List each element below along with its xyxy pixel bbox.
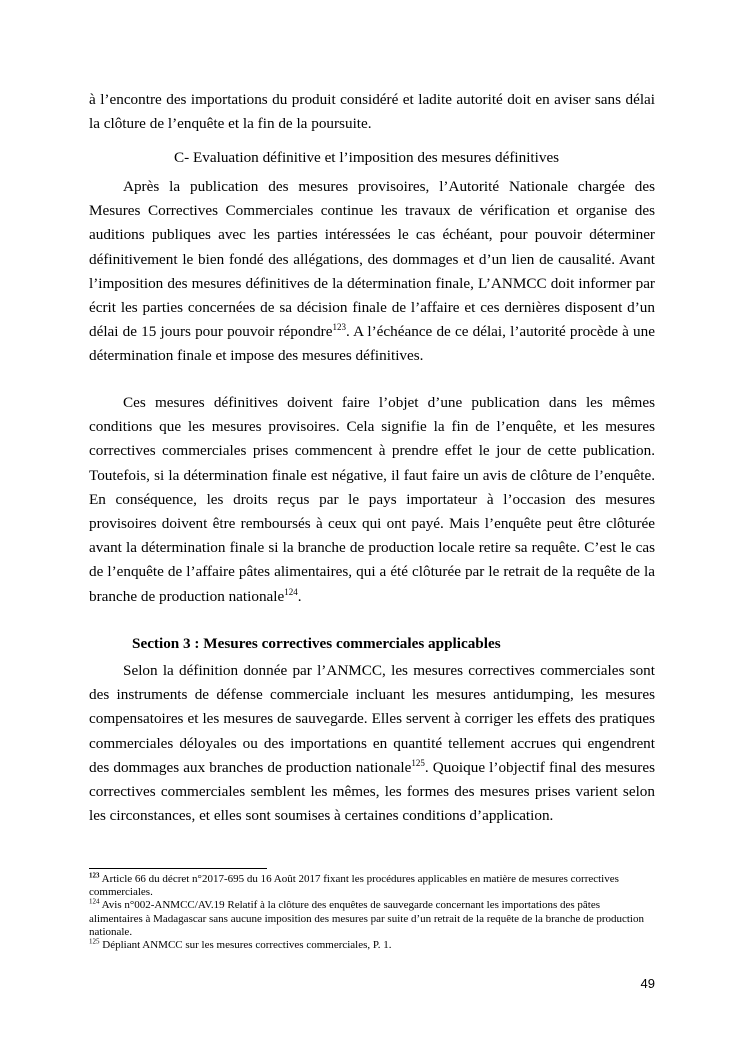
paragraph-text [89, 659, 655, 828]
footnote-text: Article 66 du décret n°2017-695 du 16 Août 2017 fixant les procédures applicables en matière de mesures correctives commerciales. [89, 873, 619, 899]
footnote-125 [89, 939, 655, 952]
footnote-text: Dépliant ANMCC sur les mesures correctives commerciales, P. 1. [99, 939, 392, 952]
footnote-number: 124 [89, 897, 100, 906]
footnote-123 [89, 873, 655, 899]
subsection-heading-text: C- Evaluation définitive et l’imposition des mesures définitives [174, 149, 560, 166]
paragraph-text-part1: Selon la définition donnée par l’ANMCC, les mesures correctives commerciales sont des instruments de défense commerciale incluant les mesures antidumping, les mesures compensatoires et les mesures de sauvegarde. Elles servent à corriger les effets des pratiques commerciales déloyales ou des importations en quantité tellement accrues qui engendrent des dommages aux branches de production nationale [89, 662, 655, 776]
footnote-separator [89, 868, 267, 869]
footnote-number: 123 [89, 871, 100, 880]
paragraph-text-part1: Après la publication des mesures provisoires, l’Autorité Nationale chargée des Mesures Correctives Commerciales continue les travaux de vérification et organise des auditions publiques avec les parties intéressées le cas échéant, pour pouvoir déterminer définitivement le bien fondé des allégations, des dommages et d’un lien de causalité. Avant l’imposition des mesures définitives de la détermination finale, L’ANMCC doit informer par écrit les parties concernées de sa décision finale de l’affaire et ces dernières disposent d’un délai de 15 jours pour pouvoir répondre [89, 178, 655, 341]
paragraph-text-part2: . [297, 587, 302, 605]
footnote-ref-124: 124 [284, 586, 298, 597]
paragraph-text-part2: . A l’échéance de ce délai, l’autorité procède à une détermination finale et impose des mesures définitives. [89, 323, 655, 365]
footnote-ref-125: 125 [411, 757, 425, 768]
section-3-heading [89, 632, 655, 656]
section-heading-text: Section 3 : Mesures correctives commerciales applicables [132, 635, 501, 652]
paragraph-text: à l’encontre des importations du produit considéré et ladite autorité doit en aviser sans délai la clôture de l’enquête et la fin de la poursuite. [89, 91, 655, 133]
subsection-heading-c [89, 146, 655, 170]
paragraph-text [89, 391, 655, 609]
paragraph-text-part1: Ces mesures définitives doivent faire l’objet d’une publication dans les mêmes conditions que les mesures provisoires. Cela signifie la fin de l’enquête, et les mesures correctives commerciales prises commencent à prendre effet le jour de cette publication. Toutefois, si la détermination finale est négative, il faut faire un avis de clôture de l’enquête. En conséquence, les droits reçus par le pays importateur à l’occasion des mesures provisoires doivent être remboursés à ceux qui ont payé. Mais l’enquête peut être clôturée avant la détermination finale si la branche de production locale retire sa requête. C’est le cas de l’enquête de l’affaire pâtes alimentaires, qui a été clôturée par le retrait de la requête de la branche de production nationale [89, 394, 655, 605]
page-number: 49 [640, 976, 655, 991]
paragraph-provisional-measures [89, 175, 655, 369]
paragraph-text-part2: . Quoique l’objectif final des mesures correctives commerciales semblent les mêmes, les formes des mesures prises varient selon les circonstances, et elles sont soumises à certaines conditions d’application. [89, 758, 656, 825]
footnote-ref-123: 123 [332, 322, 346, 333]
footnote-124 [89, 899, 655, 939]
footnotes [89, 873, 655, 952]
footnote-text: Avis n°002-ANMCC/AV.19 Relatif à la clôture des enquêtes de sauvegarde concernant les importations des pâtes alimentaires à Madagascar sans aucune imposition des mesures par suite d’un retrait de la requête de la branche de production nationale. [89, 899, 644, 938]
paragraph-definitive-measures [89, 391, 655, 609]
footnote-number: 125 [89, 937, 100, 946]
paragraph-continuation [89, 88, 655, 136]
paragraph-section-3 [89, 659, 655, 828]
paragraph-text [89, 175, 655, 369]
